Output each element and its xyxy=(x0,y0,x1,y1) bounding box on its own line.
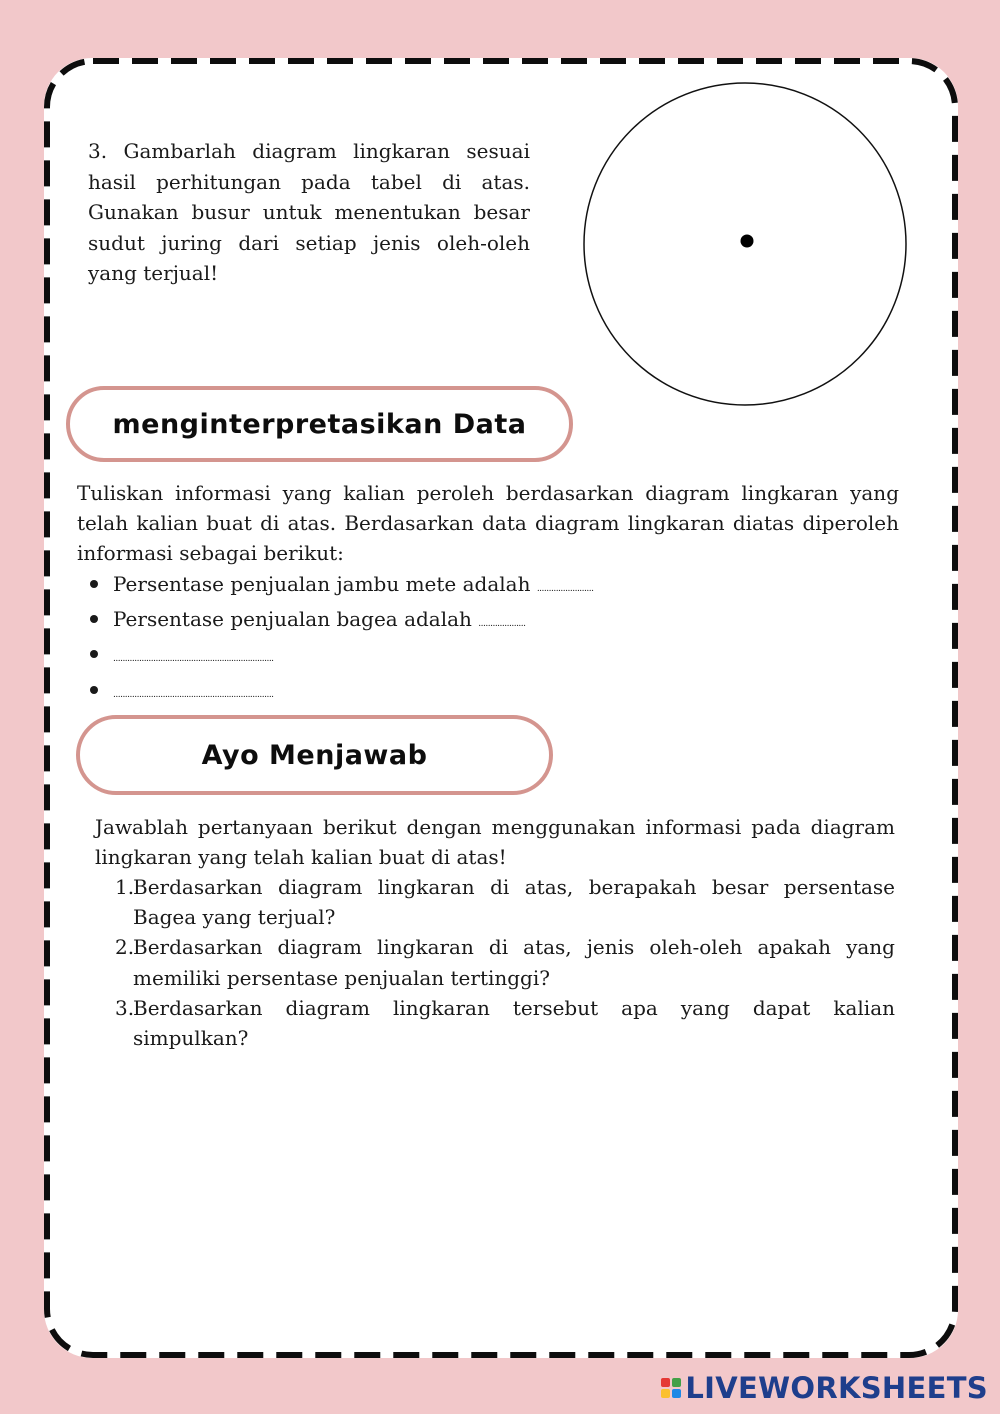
questions-intro: Jawablah pertanyaan berikut dengan menggunakan informasi pada diagram lingkaran yang telah kalian buat di atas! xyxy=(95,815,895,870)
pie-center-dot xyxy=(741,235,754,248)
question-text: Berdasarkan diagram lingkaran tersebut apa yang dapat kalian simpulkan? xyxy=(133,995,895,1051)
question-number: 2. xyxy=(115,935,135,960)
answer-blank[interactable]: .................... xyxy=(478,619,526,630)
question-text: Berdasarkan diagram lingkaran di atas, jenis oleh-oleh apakah yang memiliki persentase penjualan tertinggi? xyxy=(133,935,895,990)
question-list xyxy=(95,872,895,1053)
list-item xyxy=(77,569,899,604)
task-instruction: 3. Gambarlah diagram lingkaran sesuai hasil perhitungan pada tabel di atas. Gunakan busur untuk menentukan besar sudut juring dari setiap jenis oleh-oleh yang terjual! xyxy=(88,139,530,285)
question-item xyxy=(95,993,895,1053)
question-item xyxy=(95,872,895,932)
section-heading-ayo-menjawab: Ayo Menjawab xyxy=(76,715,553,795)
answer-blank[interactable]: ........................ xyxy=(536,584,594,594)
question-text: Berdasarkan diagram lingkaran di atas, berapakah besar persentase Bagea yang terjual? xyxy=(133,875,895,930)
answer-blank[interactable]: .................................................................... xyxy=(113,689,274,700)
list-item xyxy=(77,675,899,710)
brand-name: LIVEWORKSHEETS xyxy=(685,1371,988,1405)
question-item xyxy=(95,932,895,992)
list-item xyxy=(77,604,899,639)
section-heading-interpretasi: menginterpretasikan Data xyxy=(66,386,573,462)
bullet-text: Persentase penjualan jambu mete adalah xyxy=(113,572,531,596)
liveworksheets-logo-icon xyxy=(661,1378,681,1398)
liveworksheets-logo[interactable] xyxy=(661,1371,988,1405)
blank-pie-chart[interactable] xyxy=(578,82,912,406)
answer-blank[interactable]: .................................................................... xyxy=(113,654,274,665)
list-item xyxy=(77,639,899,674)
question-number: 1. xyxy=(115,875,135,899)
info-bullet-list xyxy=(77,569,899,710)
question-number: 3. xyxy=(115,995,135,1020)
bullet-text: Persentase penjualan bagea adalah xyxy=(113,607,472,632)
interpretasi-intro: Tuliskan informasi yang kalian peroleh berdasarkan diagram lingkaran yang telah kalian buat di atas. Berdasarkan data diagram lingkaran diatas diperoleh informasi sebagai berikut: xyxy=(77,481,899,566)
